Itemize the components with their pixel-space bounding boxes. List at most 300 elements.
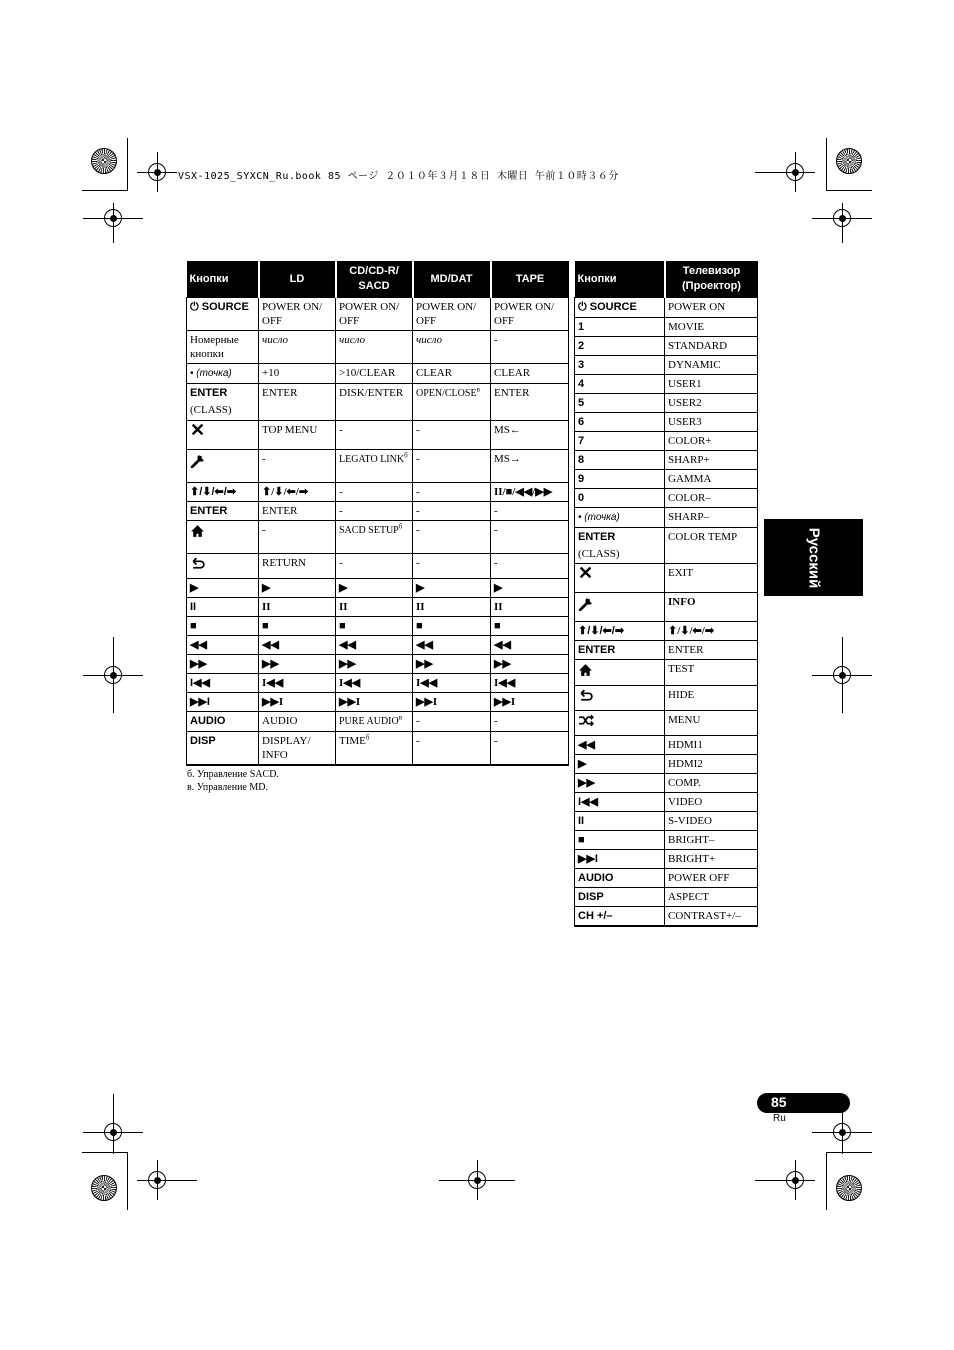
page-number: 85 bbox=[771, 1094, 787, 1110]
key-label: CH +/– bbox=[578, 910, 613, 922]
key-cell bbox=[575, 736, 665, 755]
code-cell bbox=[665, 375, 758, 394]
table-row bbox=[187, 483, 569, 502]
code-cell bbox=[336, 732, 413, 766]
code-cell bbox=[336, 598, 413, 617]
key-cell bbox=[575, 451, 665, 470]
table-row bbox=[575, 660, 758, 686]
code-cell bbox=[665, 489, 758, 508]
code-cell bbox=[259, 421, 336, 450]
code-label: ◀◀ bbox=[262, 639, 279, 651]
code-label: II bbox=[494, 601, 503, 613]
code-label: CLEAR bbox=[494, 367, 531, 379]
code-cell bbox=[413, 331, 491, 364]
code-label: ▶▶ bbox=[416, 658, 433, 670]
wrench-icon bbox=[578, 595, 594, 611]
code-cell bbox=[259, 617, 336, 636]
code-cell bbox=[336, 554, 413, 579]
table-row bbox=[575, 564, 758, 593]
code-cell bbox=[491, 450, 569, 483]
code-cell bbox=[491, 502, 569, 521]
code-label: USER3 bbox=[668, 416, 702, 428]
code-cell bbox=[336, 502, 413, 521]
key-cell bbox=[575, 660, 665, 686]
code-cell bbox=[259, 554, 336, 579]
key-cell bbox=[187, 579, 259, 598]
table-row bbox=[575, 641, 758, 660]
remote-codes-table-tv bbox=[574, 261, 758, 927]
code-cell bbox=[336, 579, 413, 598]
code-label: POWER OFF bbox=[668, 872, 730, 884]
code-label: MS← bbox=[494, 424, 521, 436]
code-cell bbox=[665, 907, 758, 927]
key-label: ▶▶I bbox=[190, 696, 210, 708]
code-cell bbox=[259, 655, 336, 674]
table-row bbox=[187, 712, 569, 732]
table-row bbox=[187, 364, 569, 384]
code-cell bbox=[665, 869, 758, 888]
table-row bbox=[575, 375, 758, 394]
table-row bbox=[575, 318, 758, 337]
code-cell bbox=[413, 674, 491, 693]
language-tab-label: Русский bbox=[805, 527, 822, 588]
key-label: 3 bbox=[578, 359, 585, 371]
key-cell bbox=[575, 489, 665, 508]
table-row bbox=[575, 812, 758, 831]
code-label: - bbox=[494, 505, 498, 517]
code-cell bbox=[336, 617, 413, 636]
code-label: ▶▶I bbox=[262, 696, 284, 708]
code-label: HIDE bbox=[668, 689, 695, 701]
code-cell bbox=[336, 421, 413, 450]
code-cell bbox=[665, 451, 758, 470]
code-label: ◀◀ bbox=[494, 639, 511, 651]
key-cell bbox=[575, 508, 665, 528]
code-label: INFO bbox=[668, 596, 696, 608]
code-cell bbox=[259, 364, 336, 384]
code-cell bbox=[336, 298, 413, 331]
page-language: Ru bbox=[773, 1113, 786, 1124]
key-label: ⬆/⬇/⬅/➡ bbox=[578, 625, 625, 637]
header-tv: Телевизор (Проектор) bbox=[665, 261, 758, 298]
code-label: - bbox=[494, 524, 498, 536]
code-label: USER1 bbox=[668, 378, 702, 390]
key-cell bbox=[187, 712, 259, 732]
table-row bbox=[575, 869, 758, 888]
code-label: I◀◀ bbox=[262, 677, 284, 689]
key-label: 2 bbox=[578, 340, 585, 352]
code-cell bbox=[665, 508, 758, 528]
code-label: - bbox=[416, 424, 420, 436]
code-cell bbox=[336, 364, 413, 384]
code-label: - bbox=[494, 557, 498, 569]
key-label: ⬆/⬇/⬅/➡ bbox=[190, 486, 237, 498]
code-cell bbox=[413, 732, 491, 766]
key-label: II bbox=[190, 601, 197, 613]
code-label: MS→ bbox=[494, 453, 521, 465]
code-cell bbox=[491, 636, 569, 655]
code-cell bbox=[665, 394, 758, 413]
code-label: TOP MENU bbox=[262, 424, 318, 436]
code-label: - bbox=[339, 505, 343, 517]
table-row bbox=[575, 298, 758, 318]
key-cell bbox=[575, 774, 665, 793]
code-label: число bbox=[339, 334, 366, 346]
code-cell bbox=[491, 364, 569, 384]
code-cell bbox=[665, 356, 758, 375]
key-cell bbox=[575, 413, 665, 432]
key-cell bbox=[187, 483, 259, 502]
code-label: ASPECT bbox=[668, 891, 709, 903]
key-label: II bbox=[578, 815, 585, 827]
code-cell bbox=[336, 712, 413, 732]
key-label: • (точка) bbox=[578, 512, 620, 523]
table-row bbox=[187, 521, 569, 554]
code-label: USER2 bbox=[668, 397, 702, 409]
enter-class-label: (CLASS) bbox=[578, 548, 620, 560]
code-cell bbox=[336, 674, 413, 693]
code-cell bbox=[413, 384, 491, 421]
code-label: II bbox=[262, 601, 271, 613]
key-label: ENTER bbox=[578, 644, 616, 656]
code-label: - bbox=[416, 524, 420, 536]
code-cell bbox=[491, 579, 569, 598]
code-cell bbox=[665, 432, 758, 451]
code-label: - bbox=[416, 735, 420, 747]
table-row bbox=[575, 622, 758, 641]
key-label: ▶▶ bbox=[578, 777, 595, 789]
code-cell bbox=[665, 711, 758, 736]
key-cell bbox=[187, 421, 259, 450]
code-cell bbox=[413, 712, 491, 732]
key-label: ▶ bbox=[578, 758, 587, 770]
key-cell bbox=[575, 907, 665, 927]
key-cell bbox=[575, 470, 665, 489]
code-label: число bbox=[262, 334, 289, 346]
code-label: POWER ON bbox=[668, 301, 726, 313]
code-cell bbox=[491, 331, 569, 364]
table-row bbox=[575, 337, 758, 356]
key-label: 4 bbox=[578, 378, 585, 390]
code-cell bbox=[413, 693, 491, 712]
key-cell bbox=[575, 622, 665, 641]
code-cell bbox=[665, 755, 758, 774]
code-label: - bbox=[262, 453, 266, 465]
code-cell bbox=[259, 502, 336, 521]
code-cell bbox=[413, 298, 491, 331]
code-cell bbox=[336, 384, 413, 421]
code-label: I◀◀ bbox=[494, 677, 516, 689]
table-row bbox=[187, 298, 569, 331]
code-cell bbox=[665, 793, 758, 812]
code-label: SHARP+ bbox=[668, 454, 710, 466]
table-row bbox=[575, 774, 758, 793]
table-row bbox=[187, 450, 569, 483]
key-label: I◀◀ bbox=[190, 677, 210, 689]
key-cell bbox=[575, 318, 665, 337]
code-cell bbox=[413, 655, 491, 674]
code-label: ■ bbox=[416, 620, 423, 632]
code-cell bbox=[259, 636, 336, 655]
code-label: LEGATO LINK bbox=[339, 454, 405, 465]
table-row bbox=[187, 617, 569, 636]
key-label: 1 bbox=[578, 321, 585, 333]
code-label: - bbox=[416, 453, 420, 465]
code-cell bbox=[665, 641, 758, 660]
code-label: ENTER bbox=[494, 387, 530, 399]
table-row bbox=[575, 686, 758, 711]
key-label: 0 bbox=[578, 492, 585, 504]
code-label: - bbox=[262, 524, 266, 536]
code-cell bbox=[665, 736, 758, 755]
code-cell bbox=[413, 521, 491, 554]
code-cell bbox=[491, 483, 569, 502]
table-row bbox=[187, 331, 569, 364]
code-cell bbox=[413, 421, 491, 450]
code-cell bbox=[259, 450, 336, 483]
key-label: ◀◀ bbox=[578, 739, 595, 751]
code-cell bbox=[413, 364, 491, 384]
return-icon bbox=[190, 556, 206, 572]
key-cell bbox=[187, 636, 259, 655]
table-row bbox=[575, 793, 758, 812]
key-label: DISP bbox=[190, 735, 216, 747]
key-cell bbox=[575, 850, 665, 869]
code-cell bbox=[491, 298, 569, 331]
code-cell bbox=[413, 483, 491, 502]
code-label: II bbox=[339, 601, 348, 613]
source-key-label: ⏻ SOURCE bbox=[578, 301, 637, 313]
code-cell bbox=[665, 888, 758, 907]
table-row bbox=[187, 502, 569, 521]
key-cell bbox=[187, 331, 259, 364]
code-label: TIME bbox=[339, 735, 366, 747]
table-row bbox=[575, 711, 758, 736]
table-row bbox=[575, 528, 758, 564]
color-bar-rosette bbox=[91, 1175, 117, 1201]
code-label: SACD SETUP bbox=[339, 525, 399, 536]
code-label: - bbox=[416, 715, 420, 727]
code-label: DISPLAY/ INFO bbox=[262, 735, 311, 761]
code-label: ▶▶ bbox=[494, 658, 511, 670]
footnote-ref: в bbox=[476, 385, 480, 394]
table-row bbox=[575, 489, 758, 508]
code-label: RETURN bbox=[262, 557, 306, 569]
header-buttons: Кнопки bbox=[187, 261, 259, 298]
table-row bbox=[575, 831, 758, 850]
code-cell bbox=[413, 579, 491, 598]
code-cell bbox=[491, 712, 569, 732]
key-cell bbox=[575, 793, 665, 812]
footnote-v: в. Управление MD. bbox=[187, 782, 268, 793]
key-cell bbox=[187, 298, 259, 331]
code-label: +10 bbox=[262, 367, 280, 379]
key-cell bbox=[575, 394, 665, 413]
key-cell bbox=[575, 528, 665, 564]
code-cell bbox=[491, 617, 569, 636]
code-label: ENTER bbox=[262, 387, 298, 399]
code-cell bbox=[491, 521, 569, 554]
table-row bbox=[575, 451, 758, 470]
code-cell bbox=[665, 686, 758, 711]
code-label: BRIGHT– bbox=[668, 834, 715, 846]
footnotes bbox=[187, 768, 279, 794]
table-row bbox=[187, 655, 569, 674]
key-cell bbox=[575, 812, 665, 831]
code-label: - bbox=[416, 557, 420, 569]
code-cell bbox=[259, 298, 336, 331]
code-label: DYNAMIC bbox=[668, 359, 721, 371]
code-cell bbox=[413, 636, 491, 655]
key-cell bbox=[575, 641, 665, 660]
code-cell bbox=[665, 774, 758, 793]
header-buttons: Кнопки bbox=[575, 261, 665, 298]
key-label: 5 bbox=[578, 397, 585, 409]
key-label: ▶▶I bbox=[578, 853, 598, 865]
code-cell bbox=[665, 413, 758, 432]
shuffle-icon bbox=[578, 713, 594, 729]
key-label: ▶▶ bbox=[190, 658, 207, 670]
key-label: DISP bbox=[578, 891, 604, 903]
footnote-b: б. Управление SACD. bbox=[187, 769, 279, 780]
key-cell bbox=[575, 711, 665, 736]
key-cell bbox=[575, 356, 665, 375]
table-row bbox=[575, 755, 758, 774]
color-bar-rosette bbox=[836, 1175, 862, 1201]
code-label: ▶▶I bbox=[339, 696, 361, 708]
code-cell bbox=[259, 521, 336, 554]
code-cell bbox=[259, 598, 336, 617]
code-label: - bbox=[494, 735, 498, 747]
code-label: I◀◀ bbox=[339, 677, 361, 689]
key-label: 7 bbox=[578, 435, 585, 447]
code-label: ⬆/⬇/⬅/➡ bbox=[668, 625, 715, 637]
code-label: II/■/◀◀/▶▶ bbox=[494, 486, 553, 498]
code-cell bbox=[413, 617, 491, 636]
table-row bbox=[187, 636, 569, 655]
footnote-ref: б bbox=[398, 522, 403, 531]
code-label: - bbox=[339, 424, 343, 436]
key-label: 9 bbox=[578, 473, 585, 485]
code-label: POWER ON/ OFF bbox=[416, 301, 477, 327]
key-cell bbox=[575, 869, 665, 888]
footnote-ref: б bbox=[404, 451, 408, 460]
remote-codes-table-audio bbox=[186, 261, 569, 766]
key-label: 8 bbox=[578, 454, 585, 466]
code-cell bbox=[665, 660, 758, 686]
code-label: COLOR TEMP bbox=[668, 531, 738, 543]
code-cell bbox=[665, 831, 758, 850]
table-row bbox=[187, 554, 569, 579]
code-label: - bbox=[339, 486, 343, 498]
code-label: CLEAR bbox=[416, 367, 453, 379]
code-cell bbox=[259, 732, 336, 766]
code-label: AUDIO bbox=[262, 715, 298, 727]
code-cell bbox=[491, 384, 569, 421]
code-label: EXIT bbox=[668, 567, 694, 579]
key-cell bbox=[187, 617, 259, 636]
code-label: BRIGHT+ bbox=[668, 853, 716, 865]
code-cell bbox=[336, 450, 413, 483]
key-cell bbox=[575, 686, 665, 711]
code-label: COLOR– bbox=[668, 492, 711, 504]
code-cell bbox=[491, 674, 569, 693]
code-cell bbox=[665, 593, 758, 622]
code-label: - bbox=[416, 505, 420, 517]
key-cell bbox=[575, 888, 665, 907]
code-cell bbox=[491, 421, 569, 450]
code-cell bbox=[413, 598, 491, 617]
code-cell bbox=[259, 483, 336, 502]
key-label: 6 bbox=[578, 416, 585, 428]
key-label: • (точка) bbox=[190, 368, 232, 379]
code-label: ◀◀ bbox=[416, 639, 433, 651]
key-label: ■ bbox=[578, 834, 585, 846]
header-ld: LD bbox=[259, 261, 336, 298]
table-row bbox=[187, 579, 569, 598]
table-row bbox=[575, 907, 758, 927]
key-cell bbox=[187, 674, 259, 693]
code-label: COLOR+ bbox=[668, 435, 712, 447]
table-row bbox=[575, 508, 758, 528]
code-label: MENU bbox=[668, 714, 701, 726]
footnote-ref: б bbox=[365, 733, 370, 742]
header-cd: CD/CD-R/ SACD bbox=[336, 261, 413, 298]
code-cell bbox=[491, 598, 569, 617]
color-bar-rosette bbox=[836, 148, 862, 174]
code-label: число bbox=[416, 334, 443, 346]
code-cell bbox=[665, 564, 758, 593]
table-row bbox=[575, 356, 758, 375]
table-row bbox=[187, 693, 569, 712]
code-label: ▶ bbox=[494, 582, 503, 594]
code-cell bbox=[491, 554, 569, 579]
key-cell bbox=[187, 384, 259, 421]
code-label: VIDEO bbox=[668, 796, 703, 808]
key-cell bbox=[187, 450, 259, 483]
key-cell bbox=[575, 564, 665, 593]
key-cell bbox=[187, 732, 259, 766]
key-label: ■ bbox=[190, 620, 197, 632]
code-cell bbox=[665, 470, 758, 489]
key-label: AUDIO bbox=[578, 872, 614, 884]
code-label: POWER ON/ OFF bbox=[339, 301, 400, 327]
code-cell bbox=[336, 521, 413, 554]
code-label: ▶ bbox=[416, 582, 425, 594]
table-row bbox=[575, 736, 758, 755]
code-cell bbox=[259, 384, 336, 421]
table-row bbox=[187, 598, 569, 617]
code-label: - bbox=[416, 486, 420, 498]
color-bar-rosette bbox=[91, 148, 117, 174]
code-label: - bbox=[494, 334, 498, 346]
code-label: GAMMA bbox=[668, 473, 712, 485]
table-row bbox=[575, 888, 758, 907]
language-tab bbox=[764, 519, 863, 596]
code-label: - bbox=[494, 715, 498, 727]
code-cell bbox=[336, 483, 413, 502]
key-cell bbox=[187, 364, 259, 384]
code-label: ▶ bbox=[339, 582, 348, 594]
key-label: Номерные кнопки bbox=[190, 334, 239, 360]
header-tape: TAPE bbox=[491, 261, 569, 298]
code-label: OPEN/CLOSE bbox=[416, 388, 477, 399]
code-label: S-VIDEO bbox=[668, 815, 712, 827]
code-cell bbox=[413, 450, 491, 483]
code-label: I◀◀ bbox=[416, 677, 438, 689]
key-cell bbox=[187, 655, 259, 674]
code-label: PURE AUDIO bbox=[339, 716, 399, 727]
